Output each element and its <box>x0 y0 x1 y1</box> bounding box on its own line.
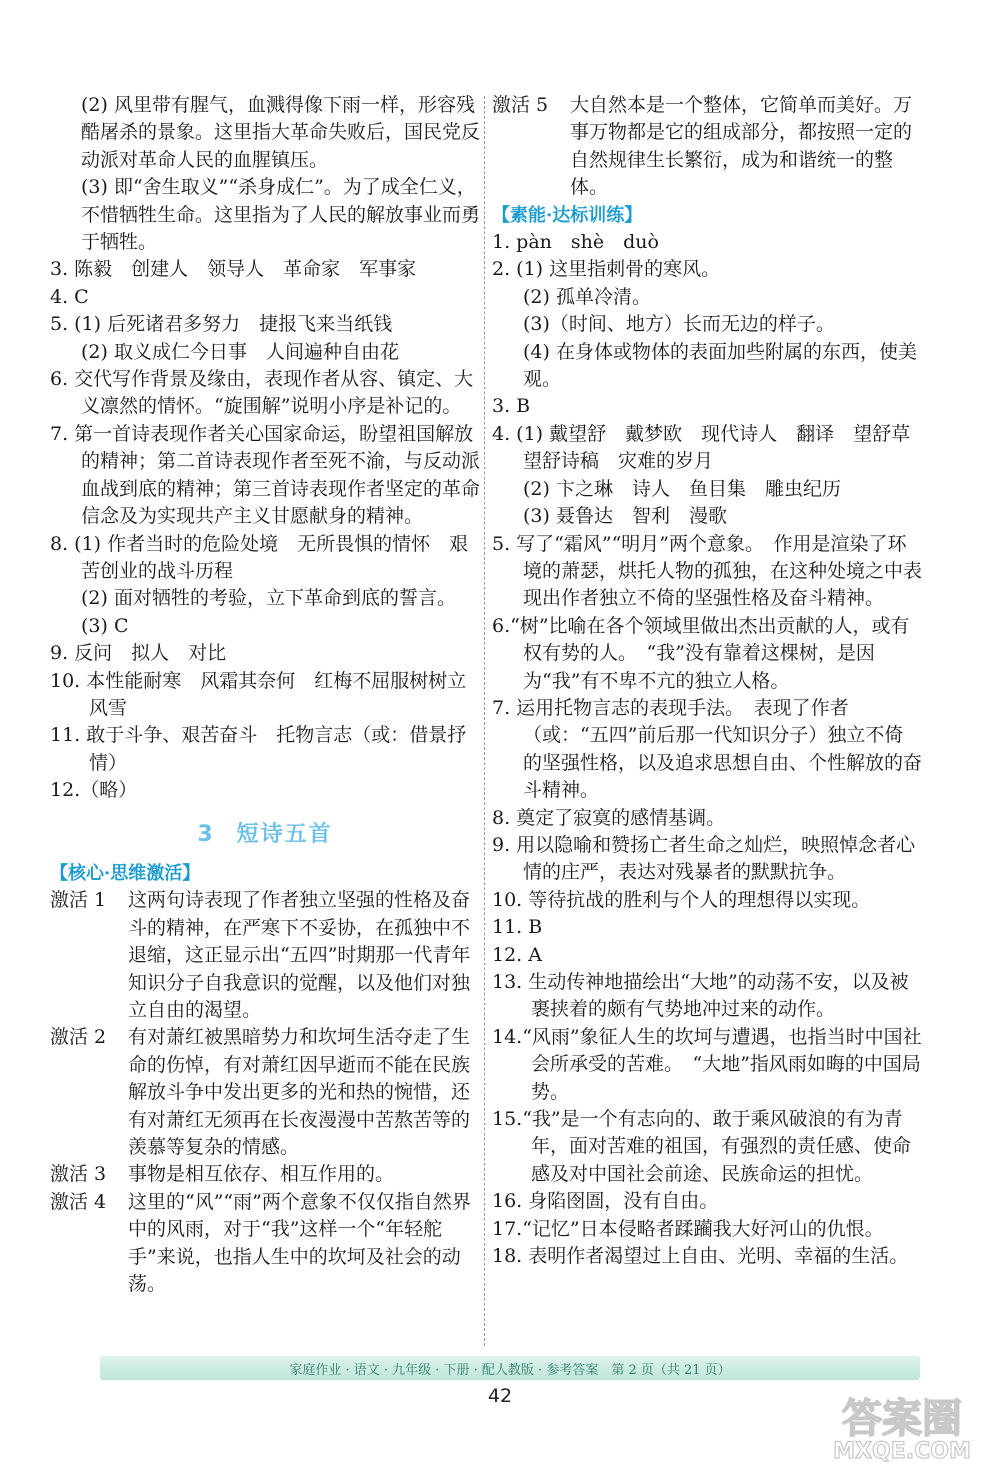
answer-line: 3. B <box>492 395 531 418</box>
answer-line: 6. 交代写作背景及缘由，表现作者从容、镇定、大义凛然的情怀。“旋围解”说明小序是补记的。 <box>50 368 474 418</box>
answer-line: 9. 用以隐喻和赞扬亡者生命之灿烂，映照悼念者心情的庄严，表达对残暴者的默默抗争。 <box>492 833 916 884</box>
answer-line: 16. 身陷囹圄，没有自由。 <box>492 1190 719 1213</box>
answer-line: 3. 陈毅 创建人 领导人 革命家 军事家 <box>50 258 417 281</box>
activation-text: 事物是相互依存、相互作用的。 <box>128 1163 395 1186</box>
answer-line: 4. (1) 戴望舒 戴梦欧 现代诗人 翻译 望舒草 望舒诗稿 灾难的岁月 <box>492 422 930 473</box>
answer-line: 4. C <box>50 285 89 308</box>
lesson-title: 短诗五首 <box>236 821 333 847</box>
answer-line: 12.（略） <box>50 779 138 802</box>
page-number: 42 <box>487 1385 513 1407</box>
activation-label: 激活 5 <box>492 94 549 116</box>
footer-text: 家庭作业 · 语文 · 九年级 · 下册 · 配人教版 · 参考答案 第 2 页（共 21 页） <box>289 1362 731 1378</box>
answer-line: 18. 表明作者渴望过上自由、光明、幸福的生活。 <box>492 1245 909 1268</box>
footer-band <box>100 1356 920 1380</box>
section-heading-core: 【核心·思维激活】 <box>50 862 201 884</box>
answer-line: 11. 敢于斗争、艰苦奋斗 托物言志（或：借景抒情） <box>50 724 467 774</box>
left-column <box>50 92 480 1298</box>
answer-line: 13. 生动传神地描绘出“大地”的动荡不安，以及被裹挟着的颇有气势地冲过来的动作。 <box>492 971 909 1021</box>
answer-line: (3) 即“舍生取义”“杀身成仁”。为了成全仁义，不惜牺牲生命。这里指为了人民的解放事业而勇于牺牲。 <box>81 176 481 254</box>
activation-text: 这两句诗表现了作者独立坚强的性格及奋斗的精神，在严寒下不妥协，在孤独中不退缩，这正显示出“五四”时期那一代青年知识分子自我意识的觉醒，以及他们对独立自由的渴望。 <box>128 889 471 1021</box>
answer-line: 15.“我”是一个有志向的、敢于乘风破浪的有为青年，面对苦难的祖国，有强烈的责任感、使命感及对中国社会前途、民族命运的担忧。 <box>492 1108 912 1185</box>
answer-line: (3)（时间、地方）长而无边的样子。 <box>523 313 835 336</box>
answer-line: 5. 写了“霜风”“明月”两个意象。 作用是渲染了环境的萧瑟，烘托人物的孤独，在这种处境之中表现出作者独立不倚的坚强性格及奋斗精神。 <box>492 532 923 610</box>
answer-line: 10. 本性能耐寒 风霜其奈何 红梅不屈服树树立风雪 <box>50 669 467 719</box>
watermark-line1: 答案圈 <box>842 1396 962 1442</box>
activation-list <box>50 887 480 1298</box>
answer-line: 5. (1) 后死诸君多努力 捷报飞来当纸钱 <box>50 313 393 336</box>
answer-line: 10. 等待抗战的胜利与个人的理想得以实现。 <box>492 888 871 911</box>
activation-item <box>50 887 480 1024</box>
answer-line: (4) 在身体或物体的表面加些附属的东西，使美观。 <box>523 340 917 391</box>
answer-line: 7. 运用托物言志的表现手法。 表现了作者（或：“五四”前后那一代知识分子）独立不倚的坚强性格，以及追求思想自由、个性解放的奋斗精神。 <box>492 696 923 802</box>
answer-line: 7. 第一首诗表现作者关心国家命运，盼望祖国解放的精神；第二首诗表现作者至死不渝，与反动派血战到底的精神；第三首诗表现作者坚定的革命信念及为实现共产主义甘愿献身的精神。 <box>50 422 481 528</box>
answer-line: (3) 聂鲁达 智利 漫歌 <box>523 505 727 528</box>
right-answer-list <box>492 229 930 1270</box>
activation-item <box>50 1189 480 1299</box>
activation-label: 激活 4 <box>50 1190 107 1213</box>
lesson-number: 3 <box>197 821 215 847</box>
activation-text: 这里的“风”“雨”两个意象不仅仅指自然界中的风雨，对于“我”这样一个“年轻舵手”来说，也指人生中的坎坷及社会的动荡。 <box>128 1190 471 1296</box>
answer-line: 14.“风雨”象征人生的坎坷与遭遇，也指当时中国社会所承受的苦难。 “大地”指风雨如晦的中国局势。 <box>492 1025 922 1103</box>
answer-line: 17.“记忆”日本侵略者蹂躏我大好河山的仇恨。 <box>492 1217 884 1240</box>
answer-line: 9. 反问 拟人 对比 <box>50 642 227 665</box>
column-divider <box>484 96 486 1346</box>
answer-line: 6.“树”比喻在各个领域里做出杰出贡献的人，或有权有势的人。 “我”没有靠着这棵树，是因为“我”有不卑不亢的独立人格。 <box>492 614 910 692</box>
answer-line: (2) 卞之琳 诗人 鱼目集 雕虫纪历 <box>523 477 841 500</box>
answer-line: 8. 奠定了寂寞的感情基调。 <box>492 806 726 829</box>
watermark-logo <box>812 1388 992 1464</box>
answer-line: (2) 面对牺牲的考验，立下革命到底的誓言。 <box>81 587 456 610</box>
left-answer-list <box>50 92 480 805</box>
answer-line: (2) 风里带有腥气，血溅得像下雨一样，形容残酷屠杀的景象。这里指大革命失败后，国民党反动派对革命人民的血腥镇压。 <box>81 94 481 171</box>
activation-text: 大自然本是一个整体，它简单而美好。万事万物都是它的组成部分，都按照一定的自然规律生长繁衍，成为和谐统一的整体。 <box>570 94 913 199</box>
activation-label: 激活 2 <box>50 1026 107 1049</box>
activation-item <box>492 92 922 202</box>
answer-line: 2. (1) 这里指刺骨的寒风。 <box>492 258 721 281</box>
activation-label: 激活 1 <box>50 889 107 912</box>
answer-line: 1. pàn shè duò <box>492 231 659 254</box>
answer-line: 11. B <box>492 916 543 939</box>
answer-line: 12. A <box>492 943 542 966</box>
watermark-line2: MXQE.COM <box>833 1439 971 1464</box>
lesson-heading <box>50 821 480 848</box>
answer-line: (3) C <box>81 614 129 637</box>
activation-item <box>50 1024 480 1161</box>
answer-line: (2) 孤单冷清。 <box>523 285 651 308</box>
section-heading-training: 【素能·达标训练】 <box>492 204 643 226</box>
right-column <box>492 92 930 1270</box>
answer-line: (2) 取义成仁今日事 人间遍种自由花 <box>81 340 399 363</box>
activation-item <box>50 1161 480 1188</box>
answer-line: 8. (1) 作者当时的危险处境 无所畏惧的情怀 艰苦创业的战斗历程 <box>50 532 469 582</box>
activation-text: 有对萧红被黑暗势力和坎坷生活夺走了生命的伤悼，有对萧红因早逝而不能在民族解放斗争中发出更多的光和热的惋惜，还有对萧红无须再在长夜漫漫中苦熬苦等的羡慕等复杂的情感。 <box>128 1026 471 1159</box>
activation-label: 激活 3 <box>50 1163 107 1186</box>
